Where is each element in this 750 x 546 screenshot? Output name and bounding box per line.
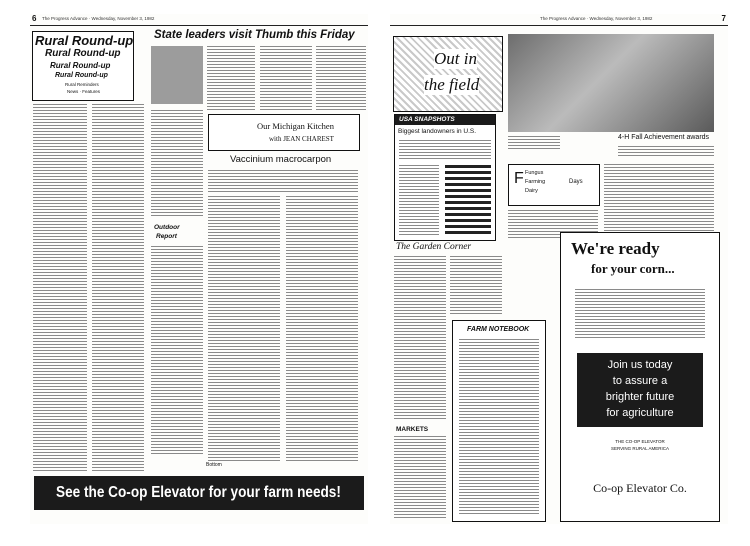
fud-logo-box <box>508 164 600 206</box>
right-page <box>390 14 728 524</box>
ad-headline: for your corn... <box>591 261 675 276</box>
text-column <box>316 46 366 110</box>
roundup-title: Rural Round-up <box>45 48 121 59</box>
fud-letter: F <box>514 170 524 187</box>
text-column <box>92 104 144 472</box>
text-column <box>450 256 502 314</box>
photo <box>151 46 203 104</box>
text-column <box>33 104 87 472</box>
ad-slogan: Join us today <box>607 359 673 371</box>
snapshot-title: USA SNAPSHOTS <box>399 116 455 123</box>
column-title: the field <box>424 75 480 94</box>
banner-text: See the Co-op Elevator for your farm needs! <box>56 484 341 501</box>
ad-slogan-panel <box>577 353 703 427</box>
text-column <box>151 246 203 456</box>
text-column <box>260 46 312 110</box>
markets-title: MARKETS <box>396 426 429 433</box>
sidebar-label: Outdoor <box>154 224 180 231</box>
recipe-column <box>208 196 280 462</box>
snapshot-header <box>395 115 495 125</box>
recipe-title: Vaccinium macrocarpon <box>230 154 332 165</box>
out-in-field-masthead <box>393 36 503 112</box>
text-column <box>151 110 203 218</box>
garden-corner-title: The Garden Corner <box>396 242 472 252</box>
text-column <box>207 46 255 110</box>
text-column <box>618 146 714 156</box>
snapshot-labels <box>399 165 439 235</box>
ad-company-name: Co-op Elevator Co. <box>593 481 687 495</box>
ad-slogan: for agriculture <box>606 407 674 419</box>
co-op-banner-ad <box>34 476 364 510</box>
snapshot-bars <box>445 165 491 235</box>
text-column <box>394 256 446 421</box>
text-column <box>394 436 446 520</box>
roundup-subtitle: News · Features <box>67 89 101 94</box>
roundup-title: Rural Round-up <box>35 33 134 48</box>
sidebar-label: Report <box>156 233 177 240</box>
farm-notebook-box <box>452 320 546 522</box>
snapshot-subtitle: Biggest landowners in U.S. <box>398 128 477 135</box>
running-head: The Progress Advance · Wednesday, November 3, 1982 <box>42 16 155 21</box>
header-rule <box>390 25 728 26</box>
kitchen-byline: with JEAN CHAREST <box>269 135 334 143</box>
notebook-title: FARM NOTEBOOK <box>467 326 530 333</box>
byline: Bottom <box>206 462 222 468</box>
column-title: Out in <box>434 49 477 68</box>
kitchen-title: Our Michigan Kitchen <box>257 121 334 131</box>
ad-fine-print: SERVING RURAL AMERICA <box>610 446 669 451</box>
recipe-column <box>286 196 358 462</box>
roundup-title: Rural Round-up <box>50 61 111 70</box>
ad-slogan: to assure a <box>612 375 668 387</box>
page-number: 7 <box>721 14 726 23</box>
co-op-ad <box>560 232 720 522</box>
left-page <box>30 14 368 524</box>
headline: State leaders visit Thumb this Friday <box>154 29 355 41</box>
kitchen-box <box>208 114 360 151</box>
snapshot-text <box>399 140 491 160</box>
text-column <box>604 164 714 234</box>
fud-word: Farming <box>525 179 546 185</box>
ad-slogan: brighter future <box>605 391 675 403</box>
ad-body-text <box>575 289 705 339</box>
running-head: The Progress Advance · Wednesday, November 3, 1982 <box>540 16 653 21</box>
fud-word: Dairy <box>525 188 538 194</box>
roundup-title: Rural Round-up <box>55 72 108 79</box>
photo-caption-text <box>508 136 560 150</box>
fud-word: Fungus <box>525 170 544 176</box>
ad-fine-print: THE CO-OP ELEVATOR <box>615 439 665 444</box>
photo-caption: 4-H Fall Achievement awards <box>618 134 710 141</box>
roundup-subtitle: Rural Reminders <box>65 82 99 87</box>
ad-headline: We're ready <box>571 239 660 258</box>
notebook-text <box>459 339 539 515</box>
rural-roundup-masthead <box>32 31 134 101</box>
photo <box>508 34 714 132</box>
header-rule <box>30 25 368 26</box>
page-number: 6 <box>32 14 37 23</box>
fud-word: Days <box>569 179 583 185</box>
usa-snapshot-chart <box>394 114 496 241</box>
recipe-intro <box>208 170 358 192</box>
